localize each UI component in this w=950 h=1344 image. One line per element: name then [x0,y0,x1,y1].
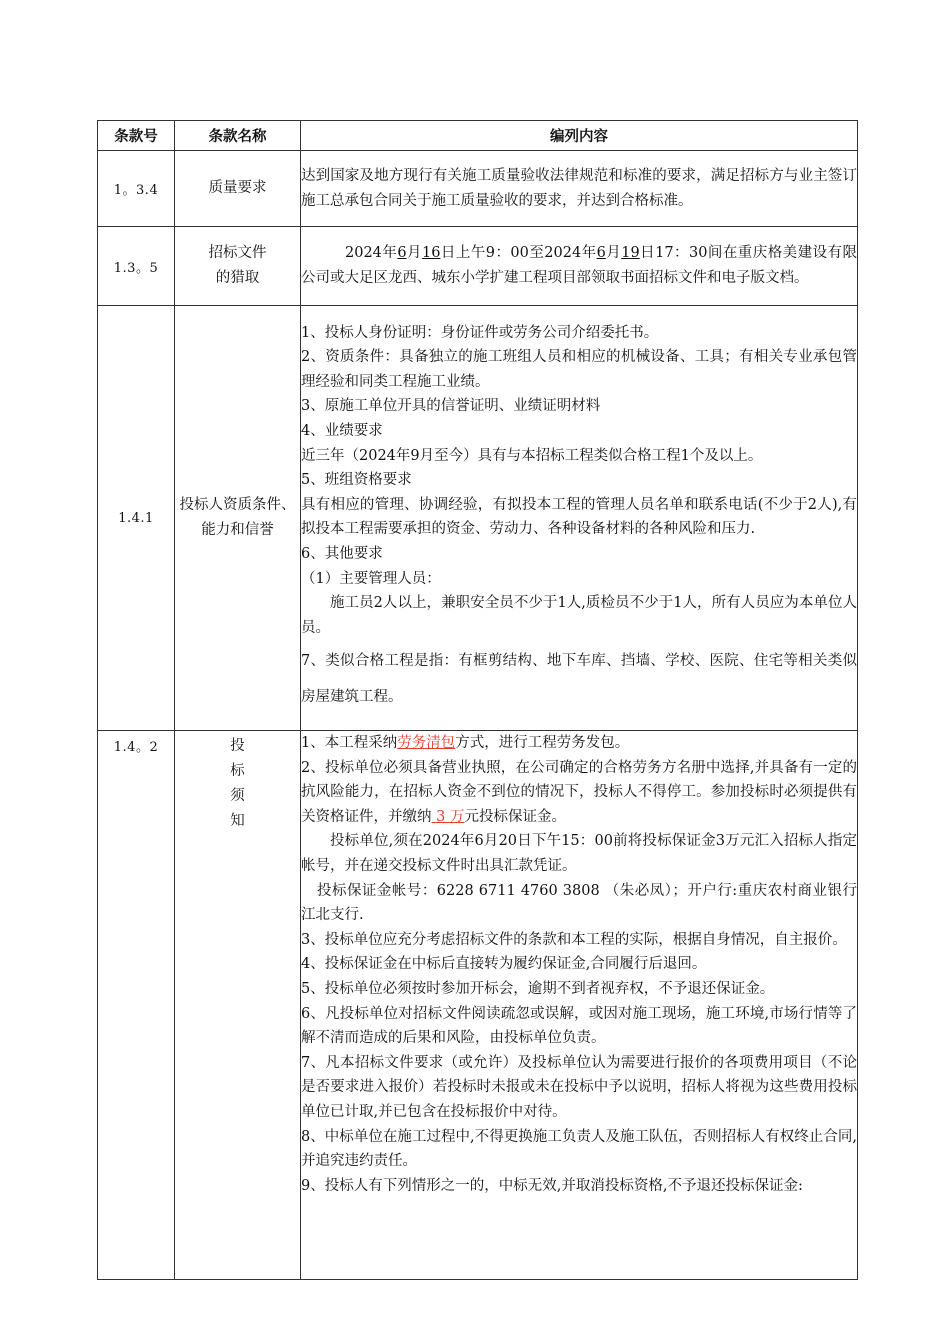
clause-name: 质量要求 [175,151,301,227]
highlighted-term: 劳务清包 [397,735,456,751]
content-line: 7、凡本招标文件要求（或允许）及投标单位认为需要进行报价的各项费用项目（不论是否要求进入报价）若投标时未报或未在投标中予以说明，招标人将视为这些费用投标单位已计取,并已包含在投标报价中对待。 [301,1054,857,1120]
clause-name [175,227,301,306]
content-line: 8、中标单位在施工过程中,不得更换施工负责人及施工队伍，否则招标人有权终止合同,并追究违约责任。 [301,1128,857,1170]
clause-name [175,731,301,1280]
text-run: 方式，进行工程劳务发包。 [455,735,630,751]
header-clause-name: 条款名称 [175,121,301,151]
content-line: 具有相应的管理、协调经验，有拟投本工程的管理人员名单和联系电话(不少于2人),有拟投本工程需要承担的资金、劳动力、各种设备材料的各种风险和压力. [301,496,857,538]
content-line: 1、投标人身份证明：身份证件或劳务公司介绍委托书。 [301,324,659,341]
text-run: 日17：30间在重庆格美建设有限公司或大足区龙西、城东小学扩建工程项目部领取书面招标文件和电子版文档。 [301,245,858,286]
clause-name-line: 的猎取 [215,270,260,286]
text-run: 月 [406,245,422,262]
content-line: 3、投标单位应充分考虑招标文件的条款和本工程的实际，根据自身情况，自主报价。 [301,931,847,948]
content-line: 5、投标单位必须按时参加开标会，逾期不到者视弃权，不予退还保证金。 [301,980,775,997]
content-line [301,731,857,756]
underlined-day: 19 [621,245,640,262]
table-row [98,151,858,227]
clause-name-char: 标 [230,763,245,779]
clause-name-char: 知 [230,813,245,829]
clause-number: 1.4。2 [98,731,175,1280]
content-line: 近三年（2024年9月至今）具有与本招标工程类似合格工程1个及以上。 [301,447,763,464]
text-run: 月 [605,245,622,262]
content-line: 6、凡投标单位对招标文件阅读疏忽或误解，或因对施工现场，施工环境,市场行情等了解不清而造成的后果和风险，由投标单位负责。 [301,1005,857,1047]
content-paragraph [301,241,857,290]
underlined-month: 6 [596,245,606,262]
content-line: 7、类似合格工程是指：有框剪结构、地下车库、挡墙、学校、医院、住宅等相关类似房屋建筑工程。 [301,653,857,706]
clause-number: 1。3.4 [98,151,175,227]
content-line: 施工员2人以上，兼职安全员不少于1人,质检员不少于1人，所有人员应为本单位人员。 [301,595,857,636]
clause-name: 投标人资质条件、能力和信誉 [175,306,301,731]
text-run: 元投标保证金。 [464,808,566,825]
content-line: 投标保证金帐号：6228 6711 4760 3808 （朱必凤）；开户行:重庆农村商业银行江北支行. [301,882,857,924]
table-row [98,731,858,1280]
content-line: 5、班组资格要求 [301,472,412,489]
text-run: 日上午9：00至2024年 [440,245,597,262]
content-line: 2、资质条件：具备独立的施工班组人员和相应的机械设备、工具；有相关专业承包管理经验和同类工程施工业绩。 [301,349,857,390]
clause-content [301,151,858,227]
highlighted-amount: 3 万 [431,808,465,825]
clause-number: 1.3。5 [98,227,175,306]
content-line: （1）主要管理人员： [301,570,441,587]
clause-content [301,306,858,731]
header-clause-number: 条款号 [98,121,175,151]
content-line: 投标单位,须在2024年6月20日下午15：00前将投标保证金3万元汇入招标人指定帐号，并在递交投标文件时出具汇款凭证。 [301,833,857,874]
table-row [98,227,858,306]
content-paragraph: 达到国家及地方现行有关施工质量验收法律规范和标准的要求，满足招标方与业主签订施工总承包合同关于施工质量验收的要求，并达到合格标准。 [301,167,857,209]
header-content: 编列内容 [301,121,858,151]
content-line [301,756,857,830]
clause-name-char: 须 [230,788,245,804]
text-run: 1、本工程采纳 [301,735,398,751]
content-line: 9、投标人有下列情形之一的，中标无效,并取消投标资格,不予退还投标保证金: [301,1177,803,1194]
content-line: 6、其他要求 [301,545,383,562]
content-line: 4、投标保证金在中标后直接转为履约保证金,合同履行后退回。 [301,956,707,973]
clause-content [301,227,858,306]
content-line: 4、业绩要求 [301,423,383,440]
table-header-row [98,121,858,151]
underlined-month: 6 [397,245,407,262]
clause-number: 1.4.1 [98,306,175,731]
content-line: 3、原施工单位开具的信誉证明、业绩证明材料 [301,398,601,415]
text-run: 2024年 [345,245,398,262]
tender-clause-table [97,120,858,1280]
table-row [98,306,858,731]
clause-name-line: 招标文件 [208,245,267,261]
clause-content [301,731,858,1280]
underlined-day: 16 [421,245,441,262]
text-run: 2、投标单位必须具备营业执照，在公司确定的合格劳务方名册中选择,并具备有一定的抗风险能力，在招标人资金不到位的情况下，投标人不得停工。参加投标时必须提供有关资格证件，并缴纳 [301,759,857,825]
clause-name-char: 投 [230,738,245,754]
